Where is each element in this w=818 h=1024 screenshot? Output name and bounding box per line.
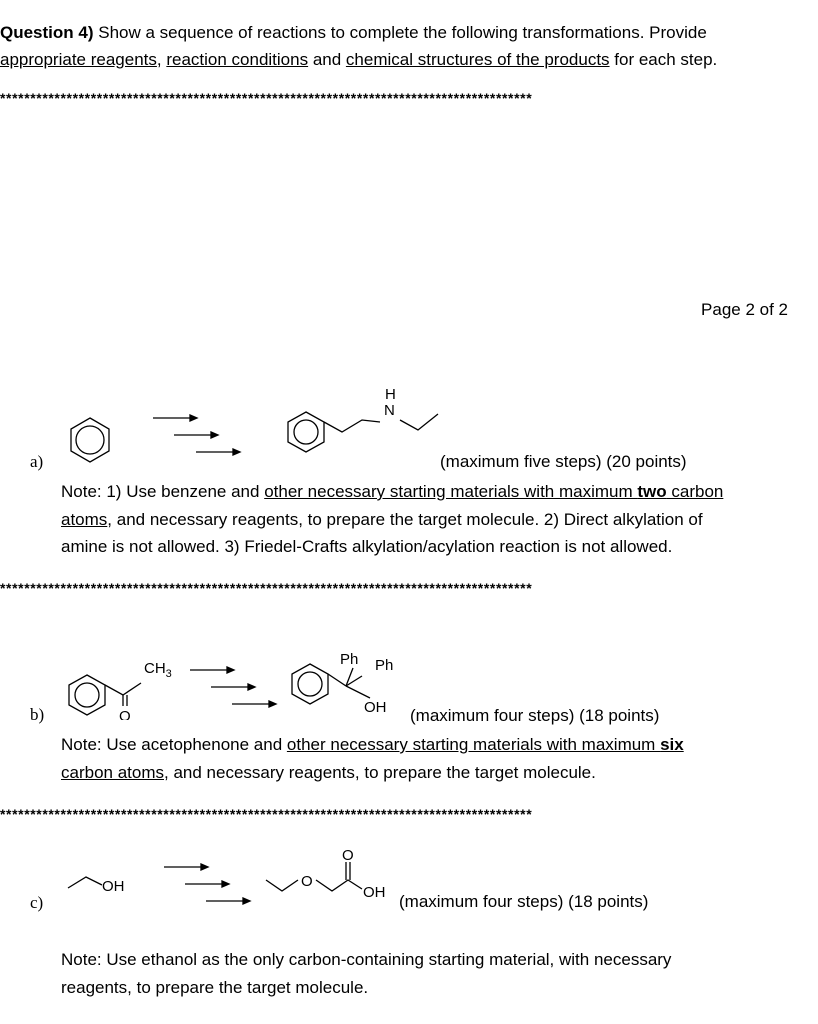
reaction-arrows-b [190,667,276,707]
reaction-arrows-a [153,415,240,455]
part-c-label: c) [30,893,44,912]
carbonyl-o-label-c: O [342,847,354,864]
amine-n-label: N [384,402,395,419]
ethanol-oh-label: OH [102,878,125,895]
part-a-note: Note: 1) Use benzene and other necessary starting materials with maximum two carbon atoms, and necessary reagents, to prepare the target molecule. 2) Direct alkylation of amine is not allowed. 3) Friedel-Crafts alkylation/acylation reaction is not allowed. [61,482,724,556]
hydroxyl-label: OH [364,699,387,716]
question-number: Question 4) [0,23,94,42]
part-a-label: a) [30,452,44,471]
part-a-steps: (maximum five steps) (20 points) [440,452,687,471]
part-b-note: Note: Use acetophenone and other necessary starting materials with maximum six carbon atoms, and necessary reagents, to prepare the target molecule. [61,735,684,782]
separator-1: **************************************************************************************** [0,90,533,106]
reaction-arrows-c [164,864,250,904]
target-amine-structure [288,412,438,452]
part-a-reaction-scheme [0,380,818,480]
ether-o-label: O [301,873,313,890]
carbonyl-o-label: O [119,708,131,720]
question-line-2: appropriate reagents, reaction conditions and chemical structures of the products for each step. [0,50,718,69]
part-b-steps: (maximum four steps) (18 points) [410,706,660,725]
separator-3: **************************************************************************************** [0,806,533,822]
ch3-label: $CH_3$ [144,660,172,680]
phenyl-2-label: Ph [375,657,394,674]
amine-h-label: H [385,386,396,403]
page-number: Page 2 of 2 [701,300,788,319]
ethanol-structure [68,877,102,888]
target-alcohol-structure [292,664,370,704]
phenyl-1-label: Ph [340,651,359,668]
separator-2: **************************************************************************************** [0,580,533,596]
question-line-1: Question 4) Show a sequence of reactions to complete the following transformations. Provide [0,23,707,42]
part-b-reaction-scheme [0,640,818,720]
part-b-label: b) [30,705,45,724]
benzene-start [71,418,109,462]
part-c-note: Note: Use ethanol as the only carbon-containing starting material, with necessary reagents, to prepare the target molecule. [61,950,672,997]
target-ether-acid-structure [266,862,362,891]
acid-oh-label: OH [363,884,386,901]
part-c-steps: (maximum four steps) (18 points) [399,892,649,911]
